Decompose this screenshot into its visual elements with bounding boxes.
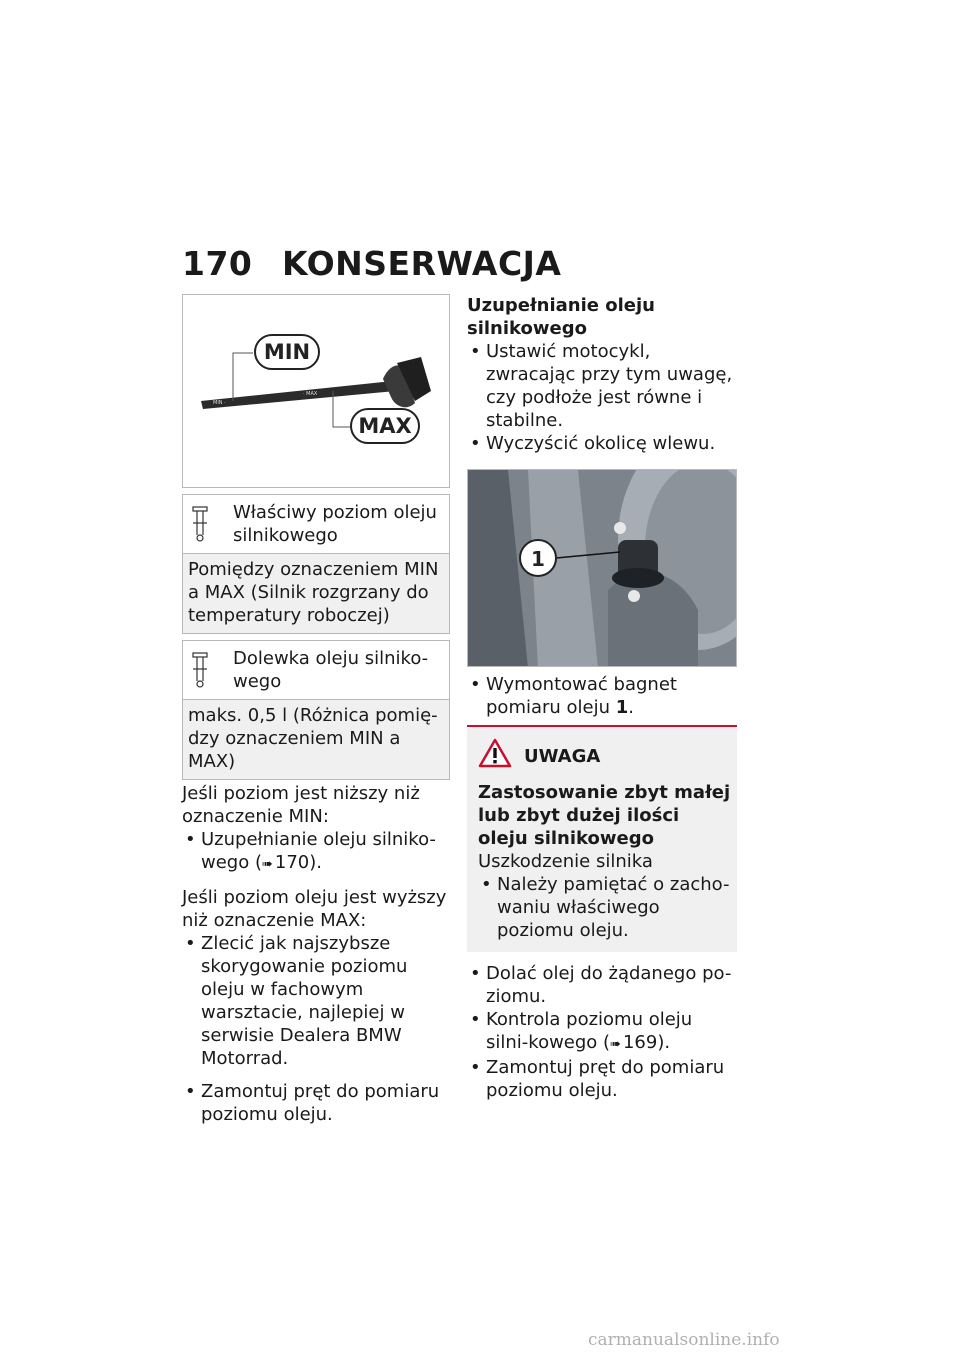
dipstick-illustration [183, 295, 449, 487]
dipstick-figure [182, 294, 450, 488]
page-reference[interactable]: 169). [622, 1032, 671, 1053]
list-item: • Dolać olej do żądanego po-ziomu. [467, 962, 737, 1008]
list-item: • Zamontuj pręt do pomiaru poziomu oleju. [182, 1080, 450, 1126]
left-column [182, 294, 450, 1126]
max-label: MAX [358, 414, 412, 438]
section-heading: Uzupełnianie oleju silnikowego [467, 295, 655, 339]
warning-heading: Zastosowanie zbyt małej lub zbyt dużej ilości oleju silnikowego [478, 782, 731, 849]
spec-correct-oil-level [182, 494, 450, 634]
right-column [467, 294, 737, 1102]
list-item: • Wyczyścić okolicę wlewu. [467, 432, 737, 455]
list-item: • Zamontuj pręt do pomiaru poziomu oleju. [467, 1056, 737, 1102]
page-number: 170 [182, 244, 253, 283]
spec-value: maks. 0,5 l (Różnica pomię-dzy oznaczeniem MIN a MAX) [183, 699, 449, 779]
list-item: • Kontrola poziomu oleju silni-kowego (➠ 169). [467, 1008, 737, 1056]
arrow-ref-icon: ➠ [610, 1037, 621, 1052]
photo-callout: 1 [531, 547, 545, 571]
dipstick-icon [189, 647, 233, 695]
list-item: • Uzupełnianie oleju silniko-wego (➠ 170). [182, 828, 450, 876]
page-reference[interactable]: 170). [274, 852, 322, 873]
paragraph-above-max: Jeśli poziom oleju jest wyższy niż oznaczenie MAX: [182, 887, 447, 931]
arrow-ref-icon: ➠ [261, 857, 273, 872]
filler-cap-photo [467, 469, 737, 667]
svg-text:MIN ·: MIN · [213, 400, 226, 406]
warning-label: UWAGA [524, 745, 601, 767]
warning-triangle-icon [478, 738, 512, 774]
watermark: carmanualsonline.info [588, 1330, 780, 1350]
spec-title: Właściwy poziom oleju silnikowego [233, 502, 437, 546]
list-item: • Zlecić jak najszybsze skorygowanie poziomu oleju w fachowym warsztacie, najlepiej w serwisie Dealera BMW Motorrad. [182, 932, 450, 1070]
spec-value: Pomiędzy oznaczeniem MIN a MAX (Silnik rozgrzany do temperatury roboczej) [183, 553, 449, 633]
warning-consequence: Uszkodzenie silnika [478, 851, 653, 872]
list-item: • Należy pamiętać o zacho-waniu właściwego poziomu oleju. [478, 873, 731, 942]
paragraph-below-min: Jeśli poziom jest niższy niż oznaczenie MIN: [182, 783, 420, 827]
list-item: • Wymontować bagnet pomiaru oleju 1. [467, 673, 737, 719]
list-item: • Ustawić motocykl, zwracając przy tym uwagę, czy podłoże jest równe i stabilne. [467, 340, 737, 432]
page-header [182, 244, 561, 283]
svg-text:· MAX: · MAX [303, 391, 318, 397]
engine-photo-illustration [468, 470, 737, 667]
min-label: MIN [263, 340, 311, 364]
spec-title: Dolewka oleju silniko-wego [233, 648, 429, 692]
dipstick-icon [189, 501, 233, 549]
chapter-title: KONSERWACJA [282, 244, 562, 283]
spec-oil-top-up [182, 640, 450, 780]
warning-box [467, 725, 737, 952]
